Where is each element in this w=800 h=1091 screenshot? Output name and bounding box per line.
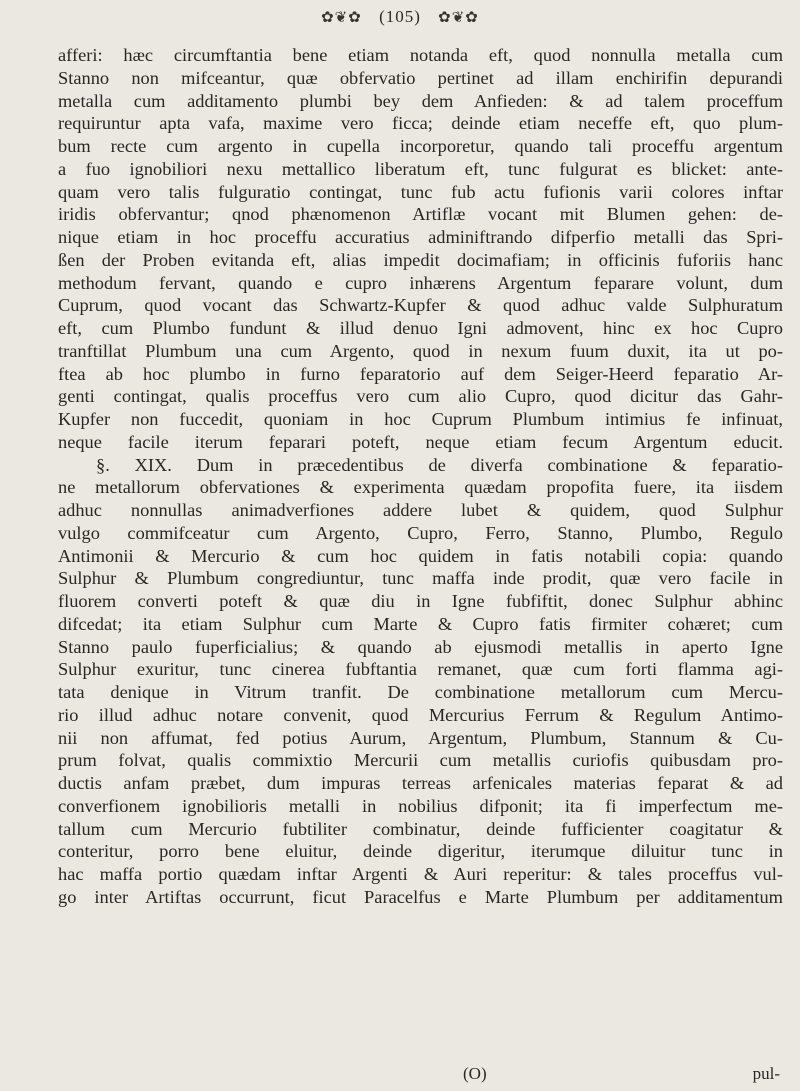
- text-line: afferi: hæc circumftantia bene etiam notanda eft, quod nonnulla metalla cum: [58, 45, 783, 65]
- text-line: §. XIX. Dum in præcedentibus de diverfa combinatione & feparatio-: [96, 454, 783, 475]
- text-line: iridis obfervantur; qnod phænomenon Artiflæ vocant mit Blumen gehen: de-: [58, 204, 783, 225]
- text-line: ne metallorum obfervationes & experimenta quædam propofita fuere, ita iisdem: [58, 477, 783, 498]
- signature-mark: (O): [463, 1064, 487, 1083]
- text-line: Sulphur exuritur, tunc cinerea fubftantia remanet, quæ cum forti flamma agi-: [58, 659, 783, 680]
- text-line: fluorem converti poteft & quæ diu in Igne fubfiftit, donec Sulphur abhinc: [58, 591, 783, 611]
- text-line: rio illud adhuc notare convenit, quod Mercurius Ferrum & Regulum Antimo-: [58, 704, 783, 725]
- text-line: Stanno non mifceantur, quæ obfervatio pertinet ad illam enchirifin depurandi: [58, 67, 783, 88]
- text-line: ßen der Proben evitanda eft, alias impedit docimafiam; in officinis fuforiis hanc: [58, 249, 783, 270]
- text-line: metalla cum additamento plumbi bey dem Anfieden: & ad talem proceffum: [58, 90, 783, 111]
- text-line: neque facile iterum feparari poteft, neque etiam fecum Argentum educit.: [58, 431, 783, 452]
- text-line: Antimonii & Mercurio & cum hoc quidem in fatis notabili copia: quando: [58, 545, 783, 566]
- text-line: Kupfer non fuccedit, quoniam in hoc Cuprum Plumbum intimius fe infinuat,: [58, 409, 783, 429]
- text-line: difcedat; ita etiam Sulphur cum Marte & Cupro fatis firmiter cohæret; cum: [58, 613, 783, 634]
- text-line: prum folvat, qualis commixtio Mercurii cum metallis curiofis quibusdam pro-: [58, 750, 783, 771]
- page-header: [0, 6, 800, 27]
- text-line: vulgo commifceatur cum Argento, Cupro, Ferro, Stanno, Plumbo, Regulo: [58, 522, 783, 543]
- text-line: ftea ab hoc plumbo in furno feparatorio auf dem Seiger-Heerd feparatio Ar-: [58, 363, 783, 384]
- ornament-right: ✿❦✿: [438, 9, 479, 26]
- text-line: converfionem ignobilioris metalli in nobilius difponit; ita fi imperfectum me-: [58, 795, 783, 816]
- text-line: a fuo ignobiliori nexu mettallico liberatum eft, tunc fulgurat es blicket: ante-: [58, 158, 783, 179]
- text-line: nii non affumat, fed potius Aurum, Argentum, Plumbum, Stannum & Cu-: [58, 727, 783, 748]
- page-footer: [0, 1064, 800, 1088]
- text-line: tranftillat Plumbum una cum Argento, quod in nexum fuum duxit, ita ut po-: [58, 340, 783, 361]
- text-line: quam vero talis fulguratio contingat, tunc fub actu fufionis varii colores inftar: [58, 181, 783, 202]
- text-line: hac maffa portio quædam inftar Argenti & Auri reperitur: & tales proceffus vul-: [58, 864, 783, 884]
- text-line: Sulphur & Plumbum congrediuntur, tunc maffa inde prodit, quæ vero facile in: [58, 568, 783, 589]
- text-line: go inter Artiftas occurrunt, ficut Paracelfus e Marte Plumbum per additamentum: [58, 886, 783, 907]
- text-line: eft, cum Plumbo fundunt & illud denuo Igni admovent, hinc ex hoc Cupro: [58, 318, 783, 338]
- text-line: tata denique in Vitrum tranfit. De combinatione metallorum cum Mercu-: [58, 682, 783, 702]
- body-text: [58, 44, 783, 909]
- page-number: (105): [379, 7, 421, 27]
- text-line: Stanno paulo fuperficialius; & quando ab ejusmodi metallis in aperto Igne: [58, 636, 783, 657]
- text-line: nique etiam in hoc proceffu accuratius adminiftrando difperfio metalli das Spri-: [58, 227, 783, 247]
- ornament-left: ✿❦✿: [321, 9, 362, 26]
- text-line: bum recte cum argento in cupella incorporetur, quando tali proceffu argentum: [58, 136, 783, 156]
- text-line: Cuprum, quod vocant das Schwartz-Kupfer & quod adhuc valde Sulphuratum: [58, 295, 783, 316]
- text-line: tallum cum Mercurio fubtiliter combinatur, deinde fufficienter coagitatur &: [58, 818, 783, 839]
- text-line: conteritur, porro bene eluitur, deinde digeritur, iterumque diluitur tunc in: [58, 841, 783, 862]
- text-line: methodum fervant, quando e cupro inhærens Argentum feparare volunt, dum: [58, 272, 783, 293]
- text-line: ductis anfam præbet, dum impuras terreas arfenicales materias feparat & ad: [58, 773, 783, 793]
- text-line: adhuc nonnullas animadverfiones addere lubet & quidem, quod Sulphur: [58, 500, 783, 520]
- catchword: pul-: [752, 1064, 780, 1083]
- text-line: requiruntur apta vafa, maxime vero ficca; deinde etiam neceffe eft, quo plum-: [58, 113, 783, 134]
- text-line: genti contingat, qualis proceffus vero cum alio Cupro, quod dicitur das Gahr-: [58, 386, 783, 407]
